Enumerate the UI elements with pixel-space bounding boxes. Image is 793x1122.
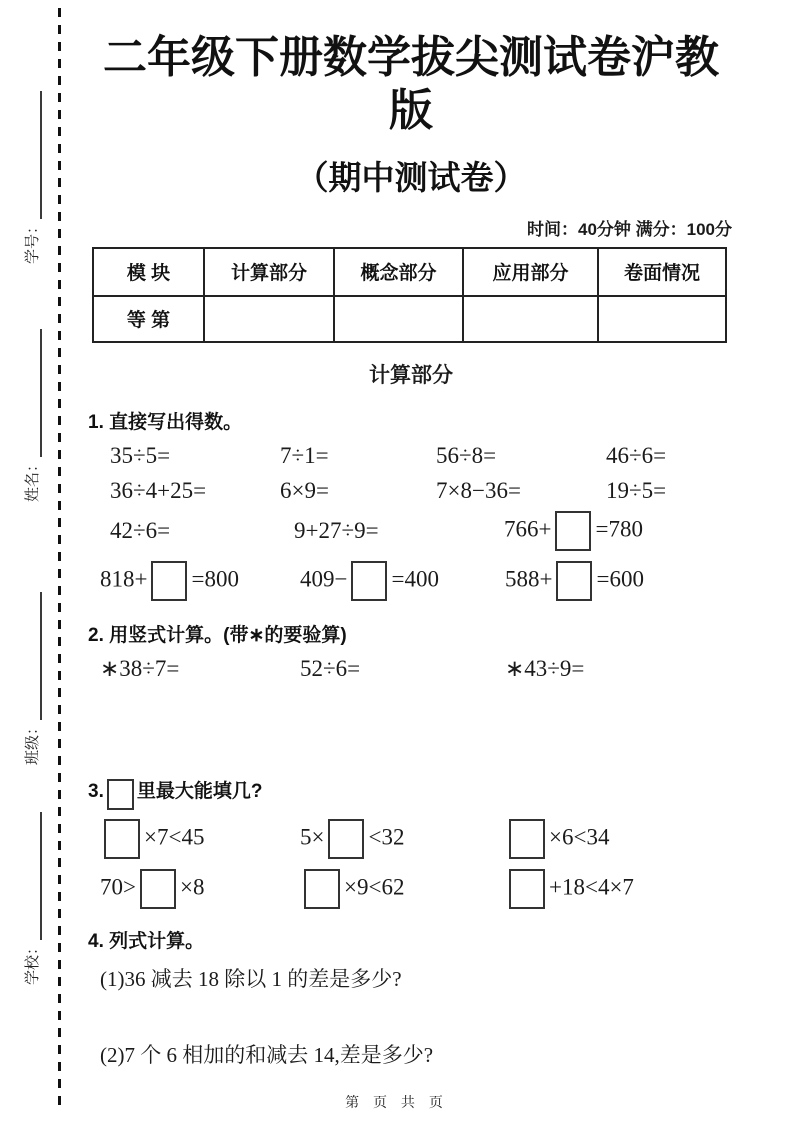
expression-suffix: +18<4×7	[549, 874, 634, 900]
answer-box[interactable]	[556, 561, 592, 601]
math-expression-with-box	[504, 511, 643, 551]
expression-suffix: ×9<62	[344, 874, 405, 900]
math-expression: 46÷6=	[606, 442, 667, 468]
score-header-neatness: 卷面情况	[598, 248, 726, 296]
question-3-heading	[88, 776, 734, 804]
q1-row-1	[88, 443, 734, 469]
score-header-module: 模 块	[93, 248, 204, 296]
question-1-heading: 1. 直接写出得数。	[88, 411, 243, 433]
school-blank[interactable]	[26, 812, 42, 940]
expression-prefix: 766+	[504, 515, 552, 541]
answer-box[interactable]	[151, 561, 187, 601]
math-expression: ∗38÷7=	[100, 655, 180, 681]
math-expression-with-box	[100, 869, 300, 909]
q1-row-2	[88, 478, 734, 504]
question-3-number: 3.	[88, 780, 104, 802]
exam-meta: 时间：40分钟 满分：100分	[527, 219, 732, 239]
q4-part-1: (1)36 减去 18 除以 1 的差是多少?	[100, 967, 402, 992]
q1-row-4	[88, 558, 734, 604]
working-space[interactable]	[88, 682, 734, 758]
q3-row-2	[88, 866, 734, 912]
q2-row	[88, 656, 734, 682]
score-table	[92, 247, 727, 343]
expression-suffix: =600	[596, 565, 644, 591]
question-4-heading: 4. 列式计算。	[88, 931, 205, 953]
math-expression-with-box	[505, 819, 609, 859]
expression-prefix: 818+	[100, 565, 148, 591]
expression-prefix: 70>	[100, 874, 136, 900]
math-expression: 56÷8=	[436, 442, 497, 468]
score-table-header-row	[93, 248, 726, 296]
math-expression-with-box	[505, 869, 634, 909]
question-3-text: 里最大能填几?	[136, 780, 263, 802]
answer-box[interactable]	[140, 869, 176, 909]
math-expression: 6×9=	[280, 477, 329, 503]
expression-suffix: =780	[595, 515, 643, 541]
math-expression-with-box	[300, 561, 505, 601]
math-expression: 9+27÷9=	[294, 517, 379, 543]
expression-prefix: 5×	[300, 824, 325, 850]
math-expression: 42÷6=	[110, 517, 171, 543]
section-title: 计算部分	[369, 363, 453, 387]
student-id-field	[20, 86, 42, 264]
math-expression: 35÷5=	[110, 442, 171, 468]
expression-suffix: ×6<34	[549, 824, 610, 850]
q1-row-3	[88, 508, 734, 554]
grade-cell-application[interactable]	[463, 296, 598, 342]
math-expression-with-box	[300, 819, 505, 859]
answer-box[interactable]	[555, 511, 591, 551]
math-expression-with-box	[300, 869, 505, 909]
math-expression-with-box	[505, 561, 644, 601]
answer-box[interactable]	[328, 819, 364, 859]
class-blank[interactable]	[26, 592, 42, 720]
paper-body	[88, 0, 734, 1069]
expression-suffix: =400	[391, 565, 439, 591]
student-name-blank[interactable]	[26, 329, 42, 457]
answer-box[interactable]	[107, 779, 134, 810]
answer-box[interactable]	[304, 869, 340, 909]
expression-suffix: ×8	[179, 874, 205, 900]
grade-cell-calculation[interactable]	[204, 296, 334, 342]
page-subtitle: （期中测试卷）	[295, 158, 527, 196]
score-header-concept: 概念部分	[334, 248, 463, 296]
school-label: 学校：	[24, 939, 41, 985]
q4-part-2: (2)7 个 6 相加的和减去 14,差是多少?	[100, 1043, 434, 1068]
math-expression: 19÷5=	[606, 477, 667, 503]
grade-cell-concept[interactable]	[334, 296, 463, 342]
expression-suffix: <32	[368, 824, 405, 850]
question-2-heading: 2. 用竖式计算。(带∗的要验算)	[88, 624, 347, 646]
fold-dashed-line	[58, 8, 61, 1110]
expression-suffix: ×7<45	[144, 824, 205, 850]
fold-sidebar	[0, 0, 62, 1122]
student-name-label: 姓名：	[24, 456, 41, 502]
student-id-label: 学号：	[24, 218, 41, 264]
math-expression: 7÷1=	[280, 442, 329, 468]
class-field	[20, 587, 42, 765]
score-table-grade-row	[93, 296, 726, 342]
student-name-field	[20, 324, 42, 502]
math-expression: 36÷4+25=	[110, 477, 207, 503]
grade-cell-neatness[interactable]	[598, 296, 726, 342]
page-footer: 第 页 共 页	[345, 1094, 448, 1110]
student-id-blank[interactable]	[26, 91, 42, 219]
score-header-application: 应用部分	[463, 248, 598, 296]
grade-row-label: 等 第	[93, 296, 204, 342]
page-title: 二年级下册数学拔尖测试卷沪教版	[103, 33, 719, 135]
math-expression: 52÷6=	[300, 655, 361, 681]
score-header-calculation: 计算部分	[204, 248, 334, 296]
q3-row-1	[88, 816, 734, 862]
expression-suffix: =800	[191, 565, 239, 591]
school-field	[20, 807, 42, 985]
math-expression: 7×8−36=	[436, 477, 521, 503]
answer-box[interactable]	[509, 869, 545, 909]
answer-box[interactable]	[104, 819, 140, 859]
expression-prefix: 588+	[505, 565, 553, 591]
class-label: 班级：	[24, 719, 41, 765]
math-expression-with-box	[100, 561, 300, 601]
answer-box[interactable]	[351, 561, 387, 601]
math-expression-with-box	[100, 819, 300, 859]
math-expression: ∗43÷9=	[505, 655, 585, 681]
expression-prefix: 409−	[300, 565, 348, 591]
answer-box[interactable]	[509, 819, 545, 859]
